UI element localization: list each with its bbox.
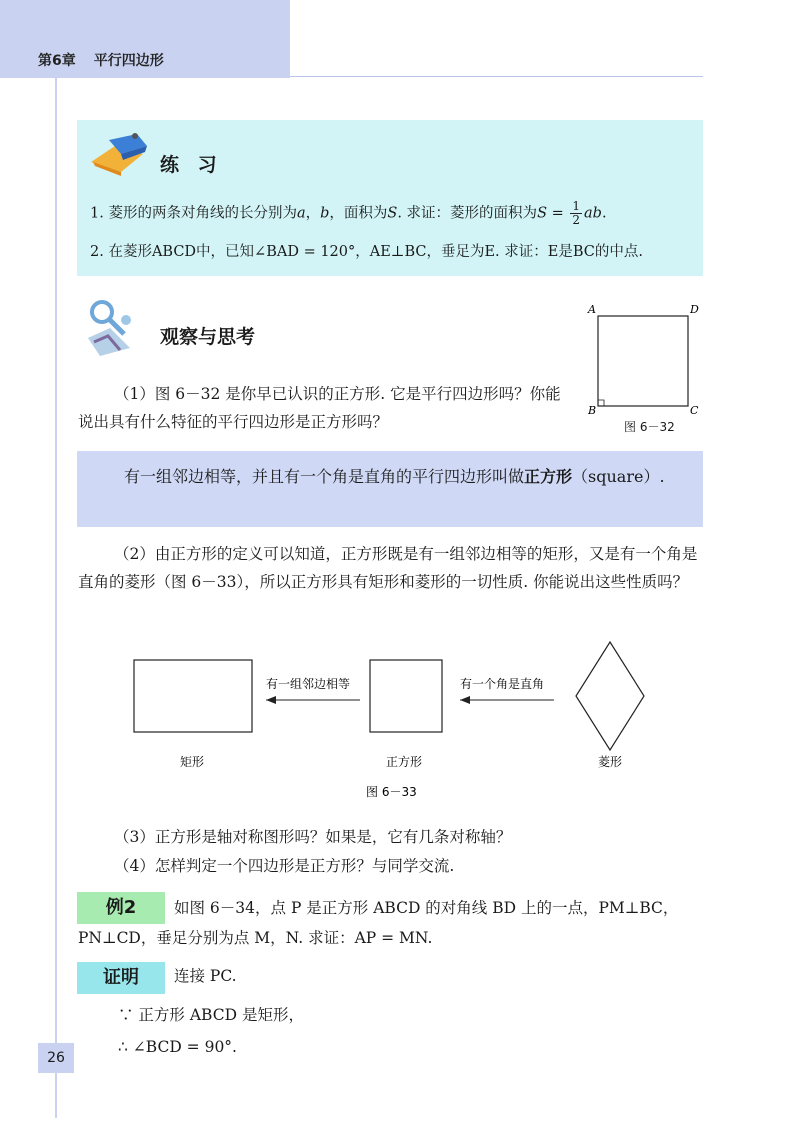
definition-term: 正方形 — [524, 467, 573, 486]
rhombus-label: 菱形 — [598, 755, 623, 769]
figure-6-33-caption: 图 6－33 — [366, 785, 417, 799]
observe-title: 观察与思考 — [160, 326, 256, 348]
var-ab: ab — [584, 205, 602, 222]
page-number: 26 — [38, 1043, 74, 1073]
chapter-number: 第6章 — [38, 53, 76, 69]
definition-english: （square）. — [572, 467, 665, 486]
frac-num: 1 — [572, 199, 581, 213]
figure-6-32-caption: 图 6－32 — [624, 420, 675, 434]
square-shape-2 — [370, 660, 442, 732]
label-a: A — [588, 303, 596, 316]
square-label: 正方形 — [386, 755, 423, 769]
practice-icon — [85, 132, 155, 182]
right-angle-mark — [598, 400, 604, 406]
margin-rule — [55, 78, 57, 1118]
item1-sep: ， — [305, 205, 321, 222]
proof-line-1: ∵ 正方形 ABCD 是矩形， — [118, 1006, 304, 1024]
label-d: D — [690, 303, 699, 316]
rectangle-shape — [134, 660, 252, 732]
question-4: （4）怎样判定一个四边形是正方形？与同学交流. — [114, 857, 455, 875]
item1-post: . 求证：菱形的面积为 — [397, 205, 538, 222]
frac-den: 2 — [572, 213, 581, 227]
example-line-2: PN⊥CD，垂足分别为点 M，N. 求证：AP = MN. — [78, 929, 433, 947]
definition-text — [80, 461, 700, 493]
figure-6-32 — [584, 300, 700, 418]
running-header — [38, 50, 164, 70]
var-s2: S — [537, 205, 547, 222]
observe-icon — [80, 298, 142, 360]
practice-title: 练 习 — [160, 154, 223, 176]
rhombus-shape — [576, 642, 644, 750]
arrow-2-head — [460, 696, 470, 704]
definition-lead: 有一组邻边相等，并且有一个角是直角的平行四边形叫做 — [124, 467, 525, 486]
label-b: B — [588, 404, 597, 417]
var-a: a — [296, 205, 306, 222]
item1-text: 1. 菱形的两条对角线的长分别为 — [90, 205, 297, 222]
item1-mid: ，面积为 — [329, 205, 388, 222]
question-3: （3）正方形是轴对称图形吗？如果是，它有几条对称轴？ — [114, 828, 512, 846]
fraction-half — [570, 200, 582, 227]
var-b: b — [320, 205, 330, 222]
question-2: （2）由正方形的定义可以知道，正方形既是有一组邻边相等的矩形，又是有一个角是直角的菱形（图 6－33），所以正方形具有矩形和菱形的一切性质. 你能说出这些性质吗？ — [78, 545, 698, 591]
header-rule — [290, 76, 703, 77]
practice-item-2: 2. 在菱形ABCD中，已知∠BAD = 120°，AE⊥BC，垂足为E. 求证：E是BC的中点. — [90, 244, 643, 260]
example-line-1: 如图 6－34，点 P 是正方形 ABCD 的对角线 BD 上的一点，PM⊥BC， — [174, 899, 679, 917]
square-shape — [598, 316, 688, 406]
equals: = — [547, 205, 569, 222]
practice-item-1 — [90, 200, 607, 227]
proof-line-0: 连接 PC. — [174, 967, 237, 985]
example-tag: 例2 — [77, 892, 165, 924]
proof-tag: 证明 — [77, 962, 165, 994]
var-s: S — [387, 205, 398, 222]
item1-end: . — [601, 205, 607, 222]
arrow-2-label: 有一个角是直角 — [460, 677, 545, 691]
chapter-title: 平行四边形 — [93, 53, 164, 69]
proof-line-2: ∴ ∠BCD = 90°. — [118, 1038, 237, 1056]
rectangle-label: 矩形 — [180, 755, 205, 769]
question-1: （1）图 6－32 是你早已认识的正方形. 它是平行四边形吗？你能说出具有什么特征的平行四边形是正方形吗？ — [78, 385, 561, 431]
figure-6-33 — [120, 640, 660, 810]
arrow-1-label: 有一组邻边相等 — [266, 677, 351, 691]
arrow-1-head — [266, 696, 276, 704]
label-c: C — [690, 404, 699, 417]
